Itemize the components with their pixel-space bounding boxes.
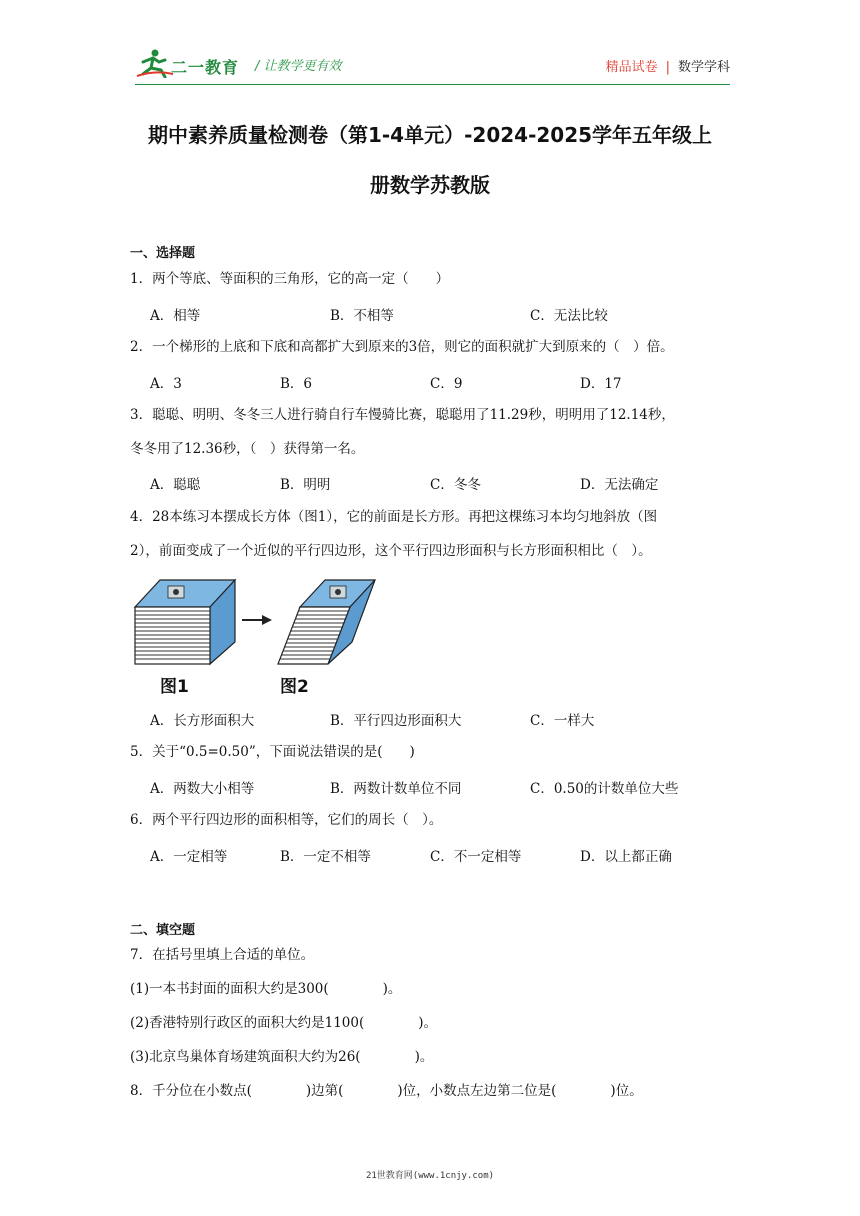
question-2: 2．一个梯形的上底和下底和高都扩大到原来的3倍，则它的面积就扩大到原来的（ ）倍。 (130, 339, 674, 355)
q2-option-d: D．17 (580, 376, 622, 392)
title-line-1: 期中素养质量检测卷（第1-4单元）-2024-2025学年五年级上 (147, 123, 713, 147)
q7-sub-3: (3)北京鸟巢体育场建筑面积大约为26( )。 (130, 1049, 434, 1065)
q4-option-b: B．平行四边形面积大 (330, 713, 462, 729)
question-3 (130, 398, 730, 466)
question-7: 7．在括号里填上合适的单位。 (130, 947, 315, 963)
tag-premium: 精品试卷 (605, 60, 658, 75)
q3-option-d: D．无法确定 (580, 477, 659, 493)
q3-line-2: 冬冬用了12.36秒，（ ）获得第一名。 (130, 441, 365, 457)
q7-sub-1: (1)一本书封面的面积大约是300( )。 (130, 981, 402, 997)
q5-option-a: A．两数大小相等 (150, 781, 255, 797)
question-4 (130, 500, 730, 568)
tag-subject: 数学学科 (677, 60, 730, 75)
q1-option-c: C．无法比较 (530, 308, 608, 324)
q4-line-2: 2），前面变成了一个近似的平行四边形，这个平行四边形面积与长方形面积相比（ ）。 (130, 543, 652, 559)
question-6: 6．两个平行四边形的面积相等，它们的周长（ ）。 (130, 812, 443, 828)
page-header (135, 48, 730, 82)
q2-option-b: B．6 (280, 376, 313, 392)
q3-option-c: C．冬冬 (430, 477, 481, 493)
page-title (120, 110, 740, 210)
q2-option-a: A．3 (150, 376, 182, 392)
question-1: 1．两个等底、等面积的三角形，它的高一定（ ） (130, 271, 450, 287)
q6-option-a: A．一定相等 (150, 849, 228, 865)
runner-logo-icon (135, 48, 175, 78)
q3-option-b: B．明明 (280, 477, 331, 493)
q4-line-1: 4．28本练习本摆成长方体（图1），它的前面是长方形。再把这棵练习本均匀地斜放（图 (130, 509, 658, 525)
q3-line-1: 3．聪聪、明明、冬冬三人进行骑自行车慢骑比赛，聪聪用了11.29秒，明明用了12.14秒， (130, 407, 675, 423)
q4-option-c: C．一样大 (530, 713, 595, 729)
section-heading-fill-in: 二、填空题 (130, 923, 196, 938)
q6-option-d: D．以上都正确 (580, 849, 672, 865)
title-line-2: 册数学苏教版 (370, 173, 490, 197)
q5-option-c: C．0.50的计数单位大些 (530, 781, 679, 797)
figure-1-label: 图1 (160, 677, 189, 697)
header-divider (135, 84, 730, 85)
section-heading-choice: 一、选择题 (130, 246, 196, 261)
tag-separator: | (665, 60, 670, 75)
logo (135, 48, 245, 78)
q4-option-a: A．长方形面积大 (150, 713, 255, 729)
q2-option-c: C．9 (430, 376, 463, 392)
q7-sub-2: (2)香港特别行政区的面积大约是1100( )。 (130, 1015, 438, 1031)
header-tags (606, 56, 730, 75)
q6-option-b: B．一定不相等 (280, 849, 371, 865)
figure-2-label: 图2 (280, 677, 309, 697)
q1-option-a: A．相等 (150, 308, 201, 324)
slogan: / 让教学更有效 (255, 59, 342, 74)
question-8: 8．千分位在小数点( )边第( )位，小数点左边第二位是( )位。 (130, 1083, 643, 1099)
q1-option-b: B．不相等 (330, 308, 394, 324)
logo-text: 二一教育 (171, 58, 240, 77)
q5-option-b: B．两数计数单位不同 (330, 781, 462, 797)
q4-figure (130, 572, 380, 697)
page-footer: 21世教育网(www.1cnjy.com) (365, 1171, 495, 1181)
q6-option-c: C．不一定相等 (430, 849, 522, 865)
question-5: 5．关于“0.5=0.50”，下面说法错误的是( ) (130, 744, 415, 760)
notebook-stack-illustration (130, 572, 380, 667)
q3-option-a: A．聪聪 (150, 477, 201, 493)
